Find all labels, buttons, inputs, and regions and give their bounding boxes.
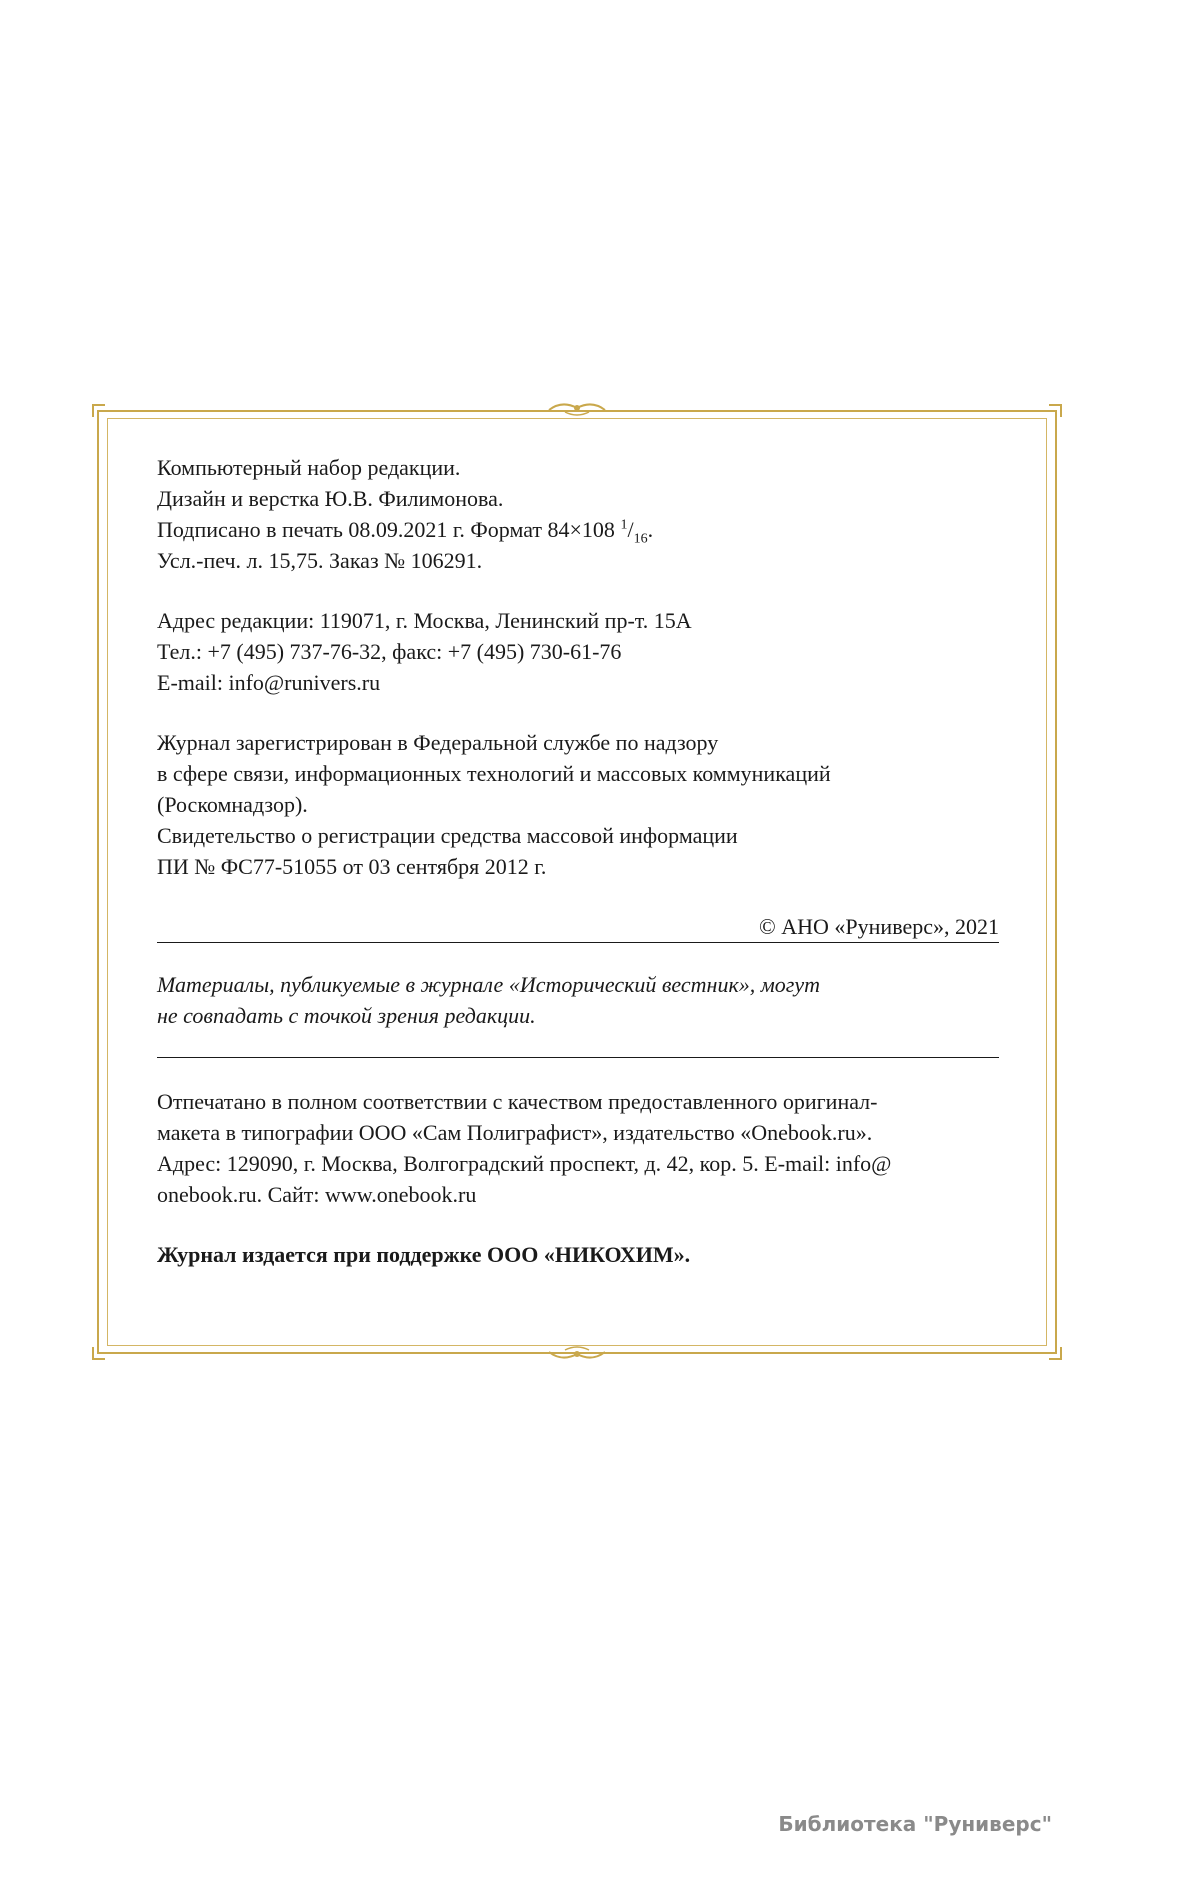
format-text: Подписано в печать 08.09.2021 г. Формат 84×108 [157, 517, 621, 542]
format-fraction-denominator: 16 [633, 531, 648, 547]
printing-line: Адрес: 129090, г. Москва, Волгоградский проспект, д. 42, кор. 5. E-mail: info@ [157, 1151, 892, 1176]
disclaimer [157, 969, 999, 1031]
frame-corner-icon [1048, 404, 1062, 418]
format-fraction-numerator: 1 [620, 517, 628, 533]
frame-corner-icon [92, 404, 106, 418]
production-line: Усл.-печ. л. 15,75. Заказ № 106291. [157, 548, 483, 573]
production-line: Подписано в печать 08.09.2021 г. Формат 84×108 $^1/_{16}$. [157, 517, 654, 547]
frame-ornament-top-icon [547, 398, 607, 418]
production-block [157, 452, 999, 576]
divider [157, 942, 999, 943]
support-statement: Журнал издается при поддержке ООО «НИКОХИМ». [157, 1242, 691, 1267]
production-line: Компьютерный набор редакции. [157, 455, 461, 480]
printing-line: макета в типографии ООО «Сам Полиграфист», издательство «Onebook.ru». [157, 1120, 873, 1145]
disclaimer-line: Материалы, публикуемые в журнале «Исторический вестник», могут [157, 972, 821, 997]
registration-block [157, 727, 999, 882]
printing-line: Отпечатано в полном соответствии с качеством предоставленного оригинал- [157, 1089, 878, 1114]
printing-block [157, 1086, 999, 1210]
phone-line: Тел.: +7 (495) 737-76-32, факс: +7 (495) 730-61-76 [157, 639, 622, 664]
library-label: Библиотека "Руниверс" [778, 1812, 1052, 1836]
registration-line: Свидетельство о регистрации средства массовой информации [157, 823, 738, 848]
frame-corner-icon [92, 1346, 106, 1360]
registration-line: (Роскомнадзор). [157, 792, 308, 817]
printing-line: onebook.ru. Сайт: www.onebook.ru [157, 1182, 477, 1207]
production-line: Дизайн и верстка Ю.В. Филимонова. [157, 486, 504, 511]
copyright: © АНО «Руниверс», 2021 [759, 914, 999, 939]
email-line: E-mail: info@runivers.ru [157, 670, 381, 695]
address-line: Адрес редакции: 119071, г. Москва, Ленинский пр-т. 15А [157, 608, 692, 633]
address-block [157, 605, 999, 698]
imprint-content [157, 452, 999, 1270]
registration-line: ПИ № ФС77-51055 от 03 сентября 2012 г. [157, 854, 547, 879]
disclaimer-line: не совпадать с точкой зрения редакции. [157, 1003, 536, 1028]
frame-corner-icon [1048, 1346, 1062, 1360]
divider [157, 1057, 999, 1058]
registration-line: в сфере связи, информационных технологий и массовых коммуникаций [157, 761, 831, 786]
frame-ornament-bottom-icon [547, 1344, 607, 1364]
registration-line: Журнал зарегистрирован в Федеральной службе по надзору [157, 730, 719, 755]
